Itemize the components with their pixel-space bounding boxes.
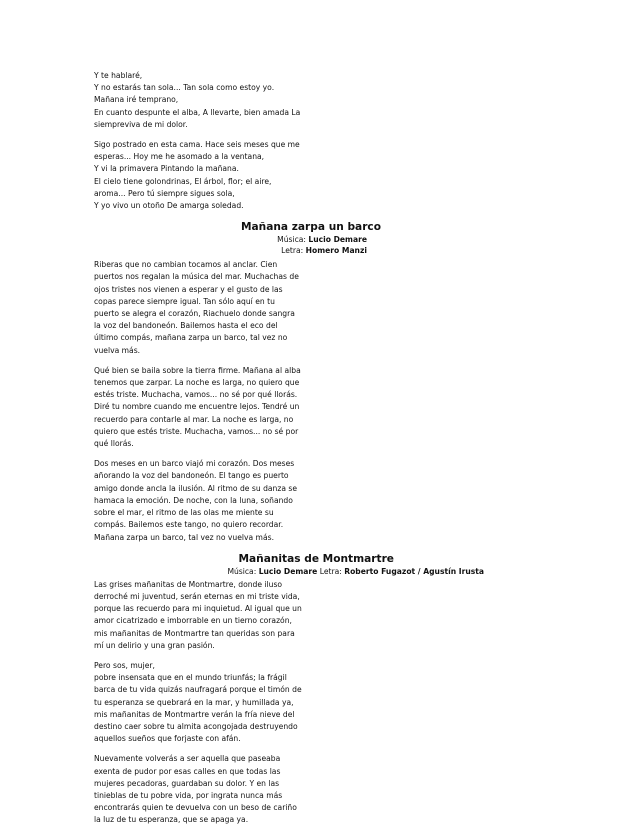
document-page <box>94 70 554 835</box>
lyric-line: En cuanto despunte el alba, A llevarte, bien amada La <box>94 107 301 117</box>
music-credit <box>94 234 367 245</box>
lyric-line: qué llorás. <box>94 439 134 449</box>
lyric-line: Mañana zarpa un barco, tal vez no vuelva más. <box>94 532 274 542</box>
lyrics-author: Roberto Fugazot / Agustín Irusta <box>344 566 484 576</box>
lyric-line: derroché mi juventud, serán eternas en mi triste vida, <box>94 591 300 601</box>
lyric-line: barca de tu vida quizás naufragará porque el timón de <box>94 685 302 695</box>
lyric-line: Dos meses en un barco viajó mi corazón. Dos meses <box>94 459 295 469</box>
lyrics-author: Homero Manzi <box>305 246 367 256</box>
intro-lyrics <box>94 70 554 212</box>
lyric-line: mis mañanitas de Montmartre tan queridas son para <box>94 628 295 638</box>
lyric-line: ojos tristes nos vienen a esperar y el gusto de las <box>94 284 283 294</box>
stanza <box>94 139 318 212</box>
song-title: Mañanitas de Montmartre <box>238 552 394 565</box>
lyric-line: vuelva más. <box>94 345 141 355</box>
lyric-line: porque las recuerdo para mi inquietud. Al igual que un <box>94 604 302 614</box>
lyric-line: puerto se alegra el corazón, Riachuelo donde sangra <box>94 309 295 319</box>
lyric-line: mí un delirio y una gran pasión. <box>94 640 215 650</box>
lyric-line: amor cicatrizado e imborrable en un tierno corazón, <box>94 616 292 626</box>
lyric-line: Pero sos, mujer, <box>94 660 155 670</box>
lyric-line: la voz del bandoneón. Bailemos hasta el eco del <box>94 321 278 331</box>
music-label: Música: <box>227 566 257 576</box>
music-author: Lucio Demare <box>258 566 318 576</box>
lyric-line: compás. Bailemos este tango, no quiero recordar. <box>94 520 284 530</box>
stanza <box>94 753 318 826</box>
lyric-line: Riberas que no cambian tocamos al anclar. Cien <box>94 260 278 270</box>
song-lyrics <box>94 579 554 827</box>
music-label: Música: <box>277 235 306 245</box>
lyric-line: exenta de pudor por esas calles en que todas las <box>94 766 281 776</box>
lyric-line: añorando la voz del bandoneón. El tango es puerto <box>94 471 289 481</box>
lyric-line: tinieblas de tu pobre vida, por ingrata nunca más <box>94 790 283 800</box>
stanza <box>94 458 318 543</box>
lyric-line: recuerdo para contarle al mar. La noche es larga, no <box>94 414 294 424</box>
stanza <box>94 660 318 745</box>
stanza <box>94 365 318 450</box>
lyric-line: encontrarás quien te devuelva con un beso de cariño <box>94 803 297 813</box>
lyric-line: tu esperanza se quebrará en la mar, y humillada ya, <box>94 697 294 707</box>
lyric-line: Y vi la primavera Pintando la mañana. <box>94 164 239 174</box>
lyric-line: mujeres pecadoras, guardaban su dolor. Y en las <box>94 778 280 788</box>
lyric-line: último compás, mañana zarpa un barco, tal vez no <box>94 333 288 343</box>
lyric-line: copas parece siempre igual. Tan sólo aquí en tu <box>94 296 275 306</box>
lyric-line: la luz de tu esperanza, que se apaga ya. <box>94 815 249 825</box>
lyric-line: hamaca la emoción. De noche, con la luna, soñando <box>94 495 293 505</box>
stanza <box>94 70 318 131</box>
song-title: Mañana zarpa un barco <box>240 221 381 234</box>
lyric-line: Las grises mañanitas de Montmartre, donde iluso <box>94 579 283 589</box>
lyric-line: Sigo postrado en esta cama. Hace seis meses que me <box>94 140 300 150</box>
song-credits <box>94 566 484 577</box>
lyric-line: Mañana iré temprano, <box>94 95 179 105</box>
lyric-line: El cielo tiene golondrinas, El árbol, flor; el aire, <box>94 176 272 186</box>
lyric-line: amigo donde ancla la ilusión. Al ritmo de su danza se <box>94 483 298 493</box>
lyric-line: mis mañanitas de Montmartre verán la fría nieve del <box>94 709 295 719</box>
lyric-line: Y yo vivo un otoño De amarga soledad. <box>94 201 244 211</box>
lyric-line: siempreviva de mi dolor. <box>94 119 188 129</box>
lyric-line: Y no estarás tan sola... Tan sola como estoy yo. <box>94 83 275 93</box>
lyric-line: Nuevamente volverás a ser aquella que paseaba <box>94 754 281 764</box>
lyric-line: sobre el mar, el ritmo de las olas me miente su <box>94 508 274 518</box>
lyric-line: aroma... Pero tú siempre sigues sola, <box>94 188 235 198</box>
lyric-line: destino caer sobre tu almita acongojada destruyendo <box>94 721 298 731</box>
lyric-line: pobre insensata que en el mundo triunfás; la frágil <box>94 673 287 683</box>
lyrics-label: Letra: <box>319 566 342 576</box>
lyric-line: quiero que estés triste. Muchacha, vamos... no sé por <box>94 426 299 436</box>
lyrics-label: Letra: <box>281 246 304 256</box>
lyric-line: tenemos que zarpar. La noche es larga, no quiero que <box>94 378 300 388</box>
lyric-line: aquellos sueños que forjaste con afán. <box>94 734 241 744</box>
song-lyrics <box>94 259 554 543</box>
lyric-line: estés triste. Muchacha, vamos... no sé por qué llorás. <box>94 390 298 400</box>
lyrics-credit <box>94 245 367 256</box>
stanza <box>94 259 318 357</box>
lyric-line: puertos nos regalan la música del mar. Muchachas de <box>94 272 299 282</box>
lyric-line: Y te hablaré, <box>94 71 143 80</box>
music-author: Lucio Demare <box>308 235 367 245</box>
lyric-line: esperas... Hoy me he asomado a la ventana, <box>94 152 265 162</box>
stanza <box>94 579 318 652</box>
lyric-line: Diré tu nombre cuando me encuentre lejos. Tendré un <box>94 402 300 412</box>
lyric-line: Qué bien se baila sobre la tierra firme. Mañana al alba <box>94 365 301 375</box>
